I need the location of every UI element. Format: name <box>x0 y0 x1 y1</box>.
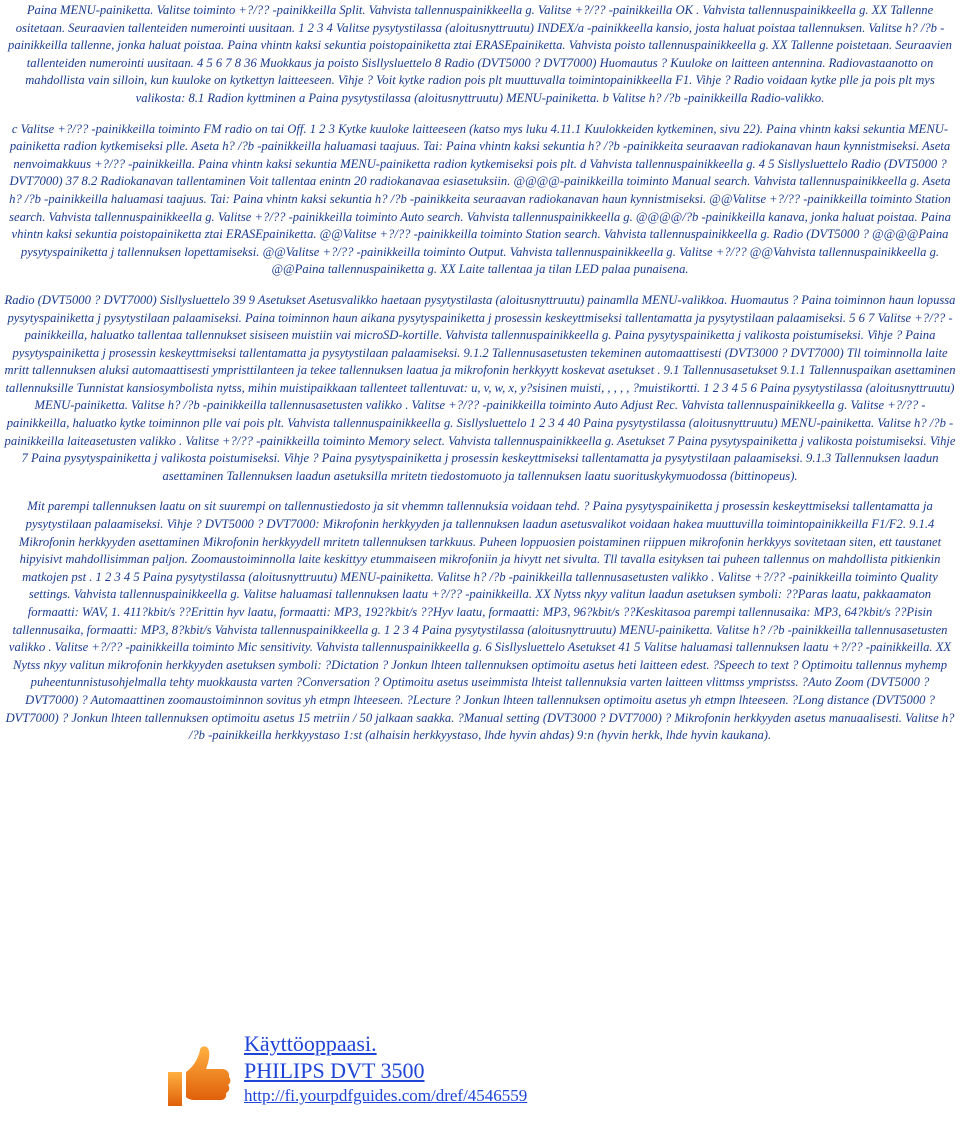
guide-title-link[interactable]: Käyttöoppaasi. <box>244 1031 377 1056</box>
guide-promo <box>160 1030 620 1130</box>
paragraph-radio-stations: c Valitse +?/?? -painikkeilla toiminto FM radio on tai Off. 1 2 3 Kytke kuuloke laitteeseen (katso mys luku 4.11.1 Kuulokkeiden kytkeminen, sivu 22). Paina vhintn kaksi sekuntia MENU-painiketta radion kytkemiseksi plle. Aseta h? /?b -painikkeilla haluamasi taajuus. Tai: Paina vhintn kaksi sekuntia h? /?b -painikkeita seuraavan radiokanavan haun kynnistmiseksi. Aseta nenvoimakkuus +?/?? -painikkeilla. Paina vhintn kaksi sekuntia MENU-painiketta radion kytkemiseksi pois plt. d Vahvista tallennuspainikkeella g. 4 5 Sisllysluettelo Radio (DVT5000 ? DVT7000) 37 8.2 Radiokanavan tallentaminen Voit tallentaa enintn 20 radiokanavaa esiasetuksiin. @@@@-painikkeilla toiminto Manual search. Vahvista tallennuspainikkeella g. Aseta h? /?b -painikkeilla haluamasi taajuus. Tai: Paina vhintn kaksi sekuntia h? /?b -painikkeita seuraavan radiokanavan haun kynnistmiseksi. @@Valitse +?/?? -painikkeilla toiminto Station search. Vahvista tallennuspainikkeella g. Valitse +?/?? -painikkeilla toiminto Auto search. Vahvista tallennuspainikkeella g. @@@@/?b -painikkeilla kanava, jonka haluat poistaa. Paina vhintn kaksi sekuntia poistopainiketta ztai ERASEpainiketta. @@Valitse +?/?? -painikkeilla toiminto Station search. Vahvista tallennuspainikkeella g. Radio (DVT5000 ? @@@@Paina pysytyspainiketta j tallennuksen lopettamiseksi. @@Valitse +?/?? -painikkeilla toiminto Output. Vahvista tallennuspainikkeella g. Valitse +?/?? @@Vahvista tallennuspainikkeella g. @@Paina tallennuspainiketta g. XX Laite tallentaa ja tilan LED palaa punaisena. <box>9 121 951 277</box>
manual-body-text <box>4 2 956 745</box>
paragraph-quality-and-sensitivity: Mit parempi tallennuksen laatu on sit suurempi on tallennustiedosto ja sit vhemmn tallennuksia voidaan tehd. ? Paina pysytyspainiketta j prosessin keskeyttmiseksi tallentamatta ja pysytystilaan palaamiseksi. Vihje ? DVT5000 ? DVT7000: Mikrofonin herkkyyden ja tallennuksen laadun asetusvalikot voidaan hakea muuttuvilla toimintopainikkeilla F1/F2. 9.1.4 Mikrofonin herkkyyden asettaminen Mikrofonin herkkyydell mritetn tallennuksen tarkkuus. Puheen loppuosien poistaminen riippuen mikrofonin herkkyys sovitetaan siten, ett taustanet hipyisivt mahdollisimman paljon. Zoomaustoiminnolla laite keskittyy etummaiseen mikrofoniin ja hivytt net sivulta. Tll tavalla esityksen tai puheen tallennus on mahdollista pitkienkin matkojen pst . 1 2 3 4 5 Paina pysytystilassa (aloitusnyttruutu) MENU-painiketta. Valitse h? /?b -painikkeilla tallennusasetusten valikko . Valitse +?/?? -painikkeilla toiminto Quality settings. Vahvista tallennuspainikkeella g. Valitse haluamasi tallennuksen laatu +?/?? -painikkeilla. XX Nytss nkyy valitun laadun asetuksen symboli: ??Paras laatu, pakkaamaton formaatti: WAV, 1. 411?kbit/s ??Erittin hyv laatu, formaatti: MP3, 192?kbit/s ??Hyv laatu, formaatti: MP3, 96?kbit/s ??Keskitasoa parempi tallennusaika: MP3, 64?kbit/s ??Pisin tallennusaika, formaatti: MP3, 8?kbit/s Vahvista tallennuspainikkeella g. 1 2 3 4 Paina pysytystilassa (aloitusnyttruutu) MENU-painiketta. Valitse h? /?b -painikkeilla tallennusasetusten valikko . Valitse +?/?? -painikkeilla toiminto Mic sensitivity. Vahvista tallennuspainikkeella g. 6 Sisllysluettelo Asetukset 41 5 Valitse haluamasi tallennuksen laatu +?/?? -painikkeilla. XX Nytss nkyy valitun mikrofonin herkkyyden asetuksen symboli: ?Dictation ? Jonkun lhteen tallennuksen optimoitu asetus heti laitteen edest. ?Speech to text ? Optimoitu tallennus myhemp puheentunnistusohjelmalla tehty muokkausta varten ?Conversation ? Optimoitu asetus useimmista lhteist tallennuksia varten laitteen vlittmss ympristss. ?Auto Zoom (DVT5000 ? DVT7000) ? Automaattinen zoomaustoiminnon sovitus yh etmpn lhteeseen. ?Lecture ? Jonkun lhteen tallennuksen optimoitu asetus yh etmpn lhteeseen. ?Long distance (DVT5000 ? DVT7000) ? Jonkun lhteen tallennuksen optimoitu asetus 15 metriin / 50 jalkaan saakka. ?Manual setting (DVT3000 ? DVT7000) ? Mikrofonin herkkyyden asetus manuaalisesti. Valitse h? /?b -painikkeilla herkkyystaso 1:st (alhaisin herkkyystaso, lhde hyvin ahdas) 9:n (hyvin herkk, lhde hyvin kaukana). <box>5 499 955 743</box>
paragraph-delete-and-radio: Paina MENU-painiketta. Valitse toiminto +?/?? -painikkeilla Split. Vahvista tallennuspainikkeella g. Valitse +?/?? -painikkeilla OK . Vahvista tallennuspainikkeella g. XX Tallenne ositetaan. Seuraavien tallenteiden numerointi uusitaan. 1 2 3 4 Valitse pysytystilassa (aloitusnyttruutu) INDEX/a -painikkeella kansio, josta haluat poistaa tallennuksen. Valitse h? /?b -painikkeilla tallenne, jonka haluat poistaa. Paina vhintn kaksi sekuntia poistopainiketta ztai ERASEpainiketta. Vahvista poisto tallennuspainikkeella g. XX Tallenne poistetaan. Seuraavien tallenteiden numerointi uusitaan. 4 5 6 7 8 36 Muokkaus ja poisto Sisllysluettelo 8 Radio (DVT5000 ? DVT7000) Huomautus ? Kuuloke on laitteen antennina. Radiovastaanotto on mahdollista vain silloin, kun kuuloke on kytkettyn laitteeseen. Vihje ? Voit kytke radion pois plt muuttuvalla toimintopainikkeella F1. Vihje ? Radio voidaan kytke plle ja pois plt mys valikosta: 8.1 Radion kyttminen a Paina pysytystilassa (aloitusnyttruutu) MENU-painiketta. b Valitse h? /?b -painikkeilla Radio-valikko. <box>8 3 952 105</box>
promo-links <box>244 1030 527 1107</box>
product-name-link[interactable]: PHILIPS DVT 3500 <box>244 1058 425 1083</box>
paragraph-recording-settings: Radio (DVT5000 ? DVT7000) Sisllysluettelo 39 9 Asetukset Asetusvalikko haetaan pysytystilasta (aloitusnyttruutu) painamlla MENU-valikkoa. Huomautus ? Paina toiminnon haun lopussa pysytyspainiketta j pysytystilaan palaamiseksi. Paina toiminnon haun aikana pysytyspainiketta j prosessin keskeyttmiseksi tallentamatta ja pysytystilaan palaamiseksi. 5 6 7 Valitse +?/?? -painikkeilla, haluatko tallentaa tallennukset sisiseen muistiin vai microSD-kortille. Vahvista tallennuspainikkeella g. Paina pysytyspainiketta j valikosta poistumiseksi. Vihje ? Paina pysytyspainiketta j prosessin keskeyttmiseksi tallentamatta ja pysytystilaan palaamiseksi. 9.1.2 Tallennusasetusten tekeminen automaattisesti (DVT3000 ? DVT7000) Tll toiminnolla laite mritt tallennuksen aluksi automaattisesti ympristtilanteen ja tekee tallennuksen laatua ja mikrofonin herkkyytt koskevat asetukset . 9.1 Tallennusasetukset 9.1.1 Tallennuspaikan asettaminen tallennuksille Tunnistat kansiosymbolista nytss, mihin muistipaikkaan tallenteet tallentuvat: u, v, w, x, y?sisinen muisti, , , , , ?muistikortti. 1 2 3 4 5 6 Paina pysytystilassa (aloitusnyttruutu) MENU-painiketta. Valitse h? /?b -painikkeilla tallennusasetusten valikko . Valitse +?/?? -painikkeilla toiminto Auto Adjust Rec. Vahvista tallennuspainikkeella g. Valitse +?/?? -painikkeilla, haluatko kytke toiminnon plle vai pois plt. Vahvista tallennuspainikkeella g. Sisllysluettelo 1 2 3 4 40 Paina pysytystilassa (aloitusnyttruutu) MENU-painiketta. Valitse h? /?b -painikkeilla laiteasetusten valikko . Valitse +?/?? -painikkeilla toiminto Memory select. Vahvista tallennuspainikkeella g. Asetukset 7 Paina pysytyspainiketta j valikosta poistumiseksi. Vihje 7 Paina pysytyspainiketta j valikosta poistumiseksi. Vihje ? Paina pysytyspainiketta j prosessin keskeyttmiseksi tallentamatta ja pysytystilaan palaamiseksi. 9.1.3 Tallennuksen laadun asettaminen Tallennuksen laadun asetuksilla mritetn tiedostomuoto ja tallennuksen laatu suorituskykymuodossa (bittinopeus). <box>4 292 956 483</box>
guide-url-link[interactable]: http://fi.yourpdfguides.com/dref/4546559 <box>244 1086 528 1105</box>
thumbs-up-icon <box>160 1038 236 1114</box>
